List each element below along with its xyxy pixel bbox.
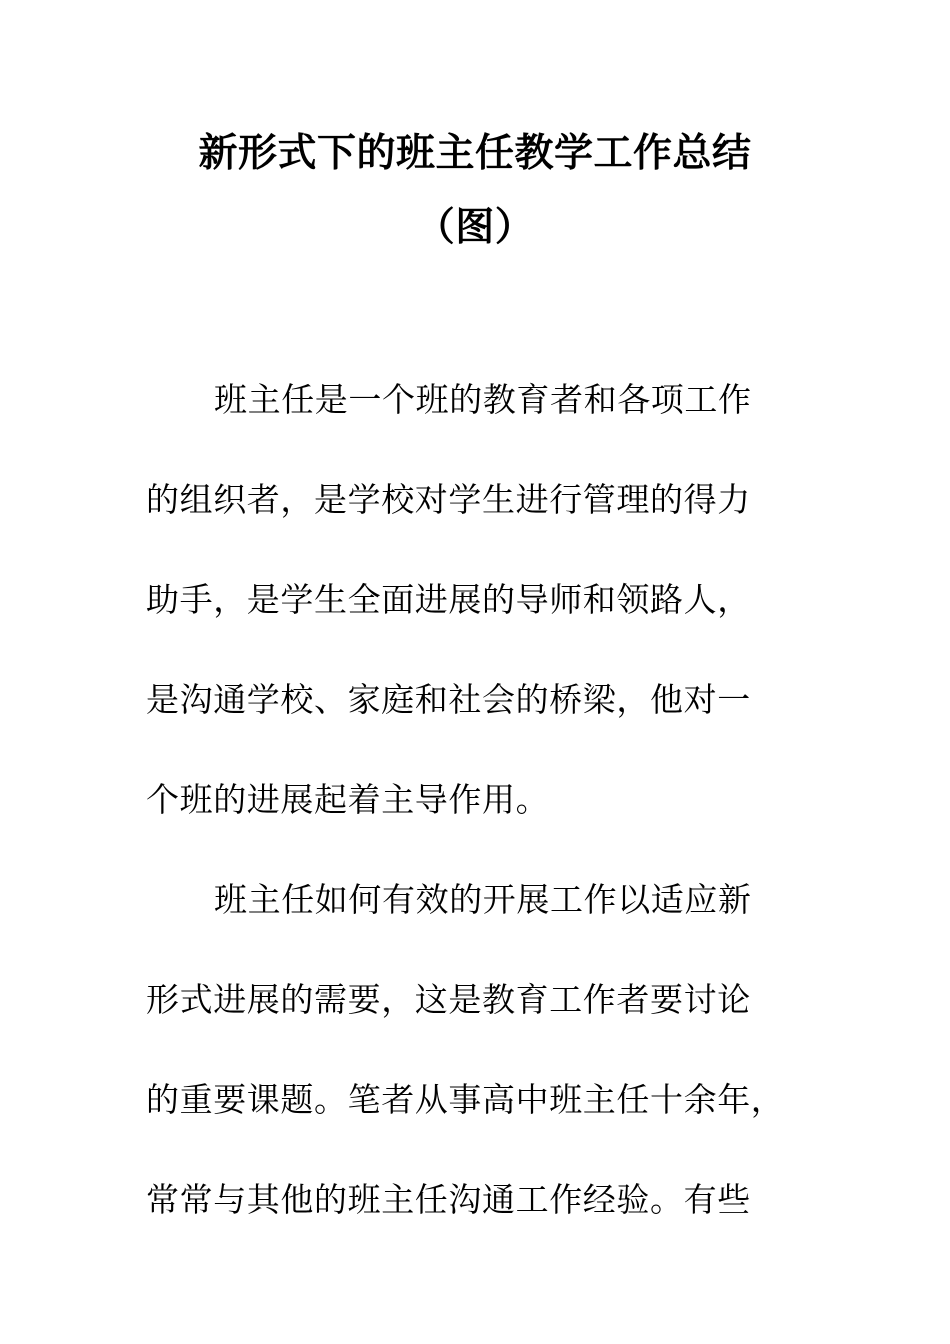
paragraph1-line1: 班主任是一个班的教育者和各项工作 <box>214 380 752 419</box>
paragraph1-line5: 个班的进展起着主导作用。 <box>146 780 550 819</box>
paragraph2-line3: 的重要课题。笔者从事高中班主任十余年， <box>146 1080 785 1119</box>
paragraph1-line3: 助手，是学生全面进展的导师和领路人， <box>146 580 751 619</box>
paragraph2-line1: 班主任如何有效的开展工作以适应新 <box>214 880 752 919</box>
paragraph1-line2: 的组织者，是学校对学生进行管理的得力 <box>146 480 751 519</box>
document-title: 新形式下的班主任教学工作总结 <box>198 130 752 176</box>
paragraph2-line2: 形式进展的需要，这是教育工作者要讨论 <box>146 980 751 1019</box>
paragraph1-line4: 是沟通学校、家庭和社会的桥梁，他对一 <box>146 680 751 719</box>
paragraph2-line4: 常常与其他的班主任沟通工作经验。有些 <box>146 1180 751 1219</box>
document-title-suffix: （图） <box>415 204 535 250</box>
